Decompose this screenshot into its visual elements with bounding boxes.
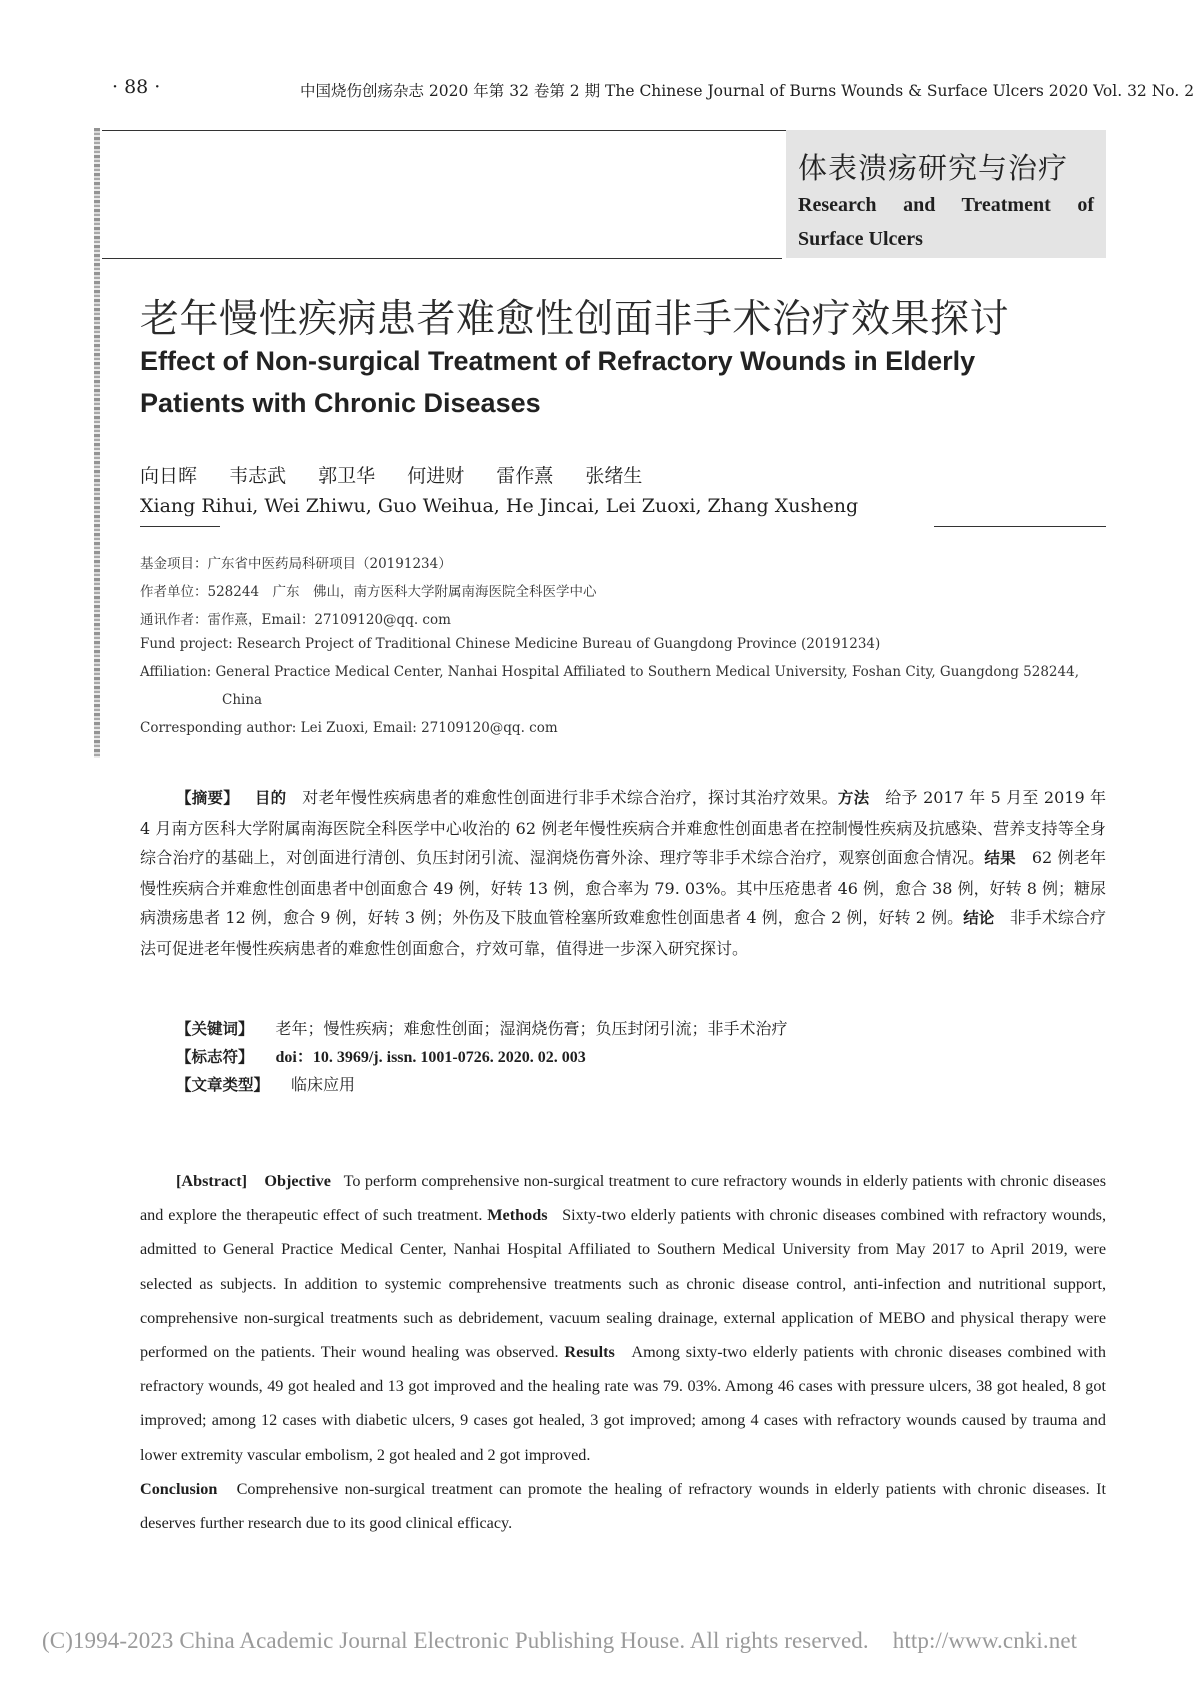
corresponding-author-en: Corresponding author: Lei Zuoxi, Email: 27109120@qq. com [140, 720, 558, 736]
section-rule [102, 258, 782, 259]
authors-rule-right [934, 526, 1106, 527]
page-number: · 88 · [112, 76, 161, 98]
objective-cn: 对老年慢性疾病患者的难愈性创面进行非手术综合治疗，探讨其治疗效果。 [302, 788, 838, 807]
running-head: 中国烧伤创疡杂志 2020 年第 32 卷第 2 期 The Chinese Journal of Burns Wounds & Surface Ulcers 2020 Vol. 32 No. 2 [300, 82, 1195, 100]
authors-rule-left [140, 526, 220, 527]
abstract-en [140, 1164, 1106, 1540]
doi-label: 【标志符】 [176, 1048, 254, 1066]
conclusion-en: Comprehensive non-surgical treatment can promote the healing of refractory wounds in elderly patients with chronic diseases. It deserves further research due to its good clinical efficacy. [140, 1479, 1106, 1533]
results-cn: 62 例老年慢性疾病合并难愈性创面患者中创面愈合 49 例，好转 13 例，愈合率为 79. 03%。其中压疮患者 46 例，愈合 38 例，好转 8 例；糖尿病溃疡患者 12 例，愈合 9 例，好转 3 例；外伤及下肢血管栓塞所致难愈性创面患者 4 例，愈合 2 例，好转 2 例。 [140, 848, 1106, 927]
author-cn: 张绪生 [585, 465, 643, 487]
doi: doi：10. 3969/j. issn. 1001-0726. 2020. 02. 003 [275, 1049, 586, 1066]
conclusion-cn: 非手术综合疗法可促进老年慢性疾病患者的难愈性创面愈合，疗效可靠，值得进一步深入研究探讨。 [140, 908, 1106, 958]
objective-en: To perform comprehensive non-surgical treatment to cure refractory wounds in elderly patients with chronic diseases and explore the therapeutic effect of such treatment. [140, 1172, 1107, 1225]
footer-link[interactable]: http://www.cnki.net [892, 1628, 1078, 1653]
section-title-en-line1: Research and Treatment of [798, 194, 1094, 216]
conclusion-label-cn: 结论 [963, 909, 995, 927]
conclusion-label-en: Conclusion [140, 1479, 218, 1498]
keywords-label: 【关键词】 [176, 1020, 254, 1038]
affiliation-cn: 作者单位：528244 广东 佛山，南方医科大学附属南海医院全科医学中心 [140, 584, 597, 600]
methods-label-en: Methods [487, 1206, 548, 1225]
article-type-label: 【文章类型】 [176, 1076, 270, 1094]
methods-en: Sixty-two elderly patients with chronic diseases combined with refractory wounds, admitted to General Practice Medical Center, Nanhai Hospital Affiliated to Southern Medical University from May 2017 to April 2019, were selected as subjects. In addition to systemic comprehensive treatments such as chronic disease control, anti-infection and nutritional support, comprehensive non-surgical treatments such as debridement, vacuum sealing drainage, external application of MEBO and physical therapy were performed on the patients. Their wound healing was observed. [140, 1206, 1107, 1362]
corresponding-author-cn: 通讯作者：雷作熹，Email：27109120@qq. com [140, 612, 451, 628]
objective-label-en: Objective [264, 1172, 331, 1190]
authors-cn [140, 461, 668, 488]
abstract-cn-label: 【摘要】 [176, 789, 239, 807]
authors-en: Xiang Rihui, Wei Zhiwu, Guo Weihua, He Jincai, Lei Zuoxi, Zhang Xusheng [140, 495, 859, 517]
author-cn: 向日晖 [140, 465, 198, 487]
fund-en: Fund project: Research Project of Traditional Chinese Medicine Bureau of Guangdong Province (20191234) [140, 636, 881, 652]
section-title-en-line2: Surface Ulcers [798, 228, 923, 250]
fund-cn: 基金项目：广东省中医药局科研项目（20191234） [140, 556, 452, 572]
results-label-cn: 结果 [984, 849, 1016, 867]
scan-edge-artifact [94, 128, 100, 758]
results-label-en: Results [564, 1343, 615, 1362]
objective-label-cn: 目的 [254, 789, 287, 807]
author-cn: 郭卫华 [318, 465, 376, 487]
affiliation-en: Affiliation: General Practice Medical Center, Nanhai Hospital Affiliated to Southern Medical University, Foshan City, Guangdong 528244, [140, 664, 1079, 680]
methods-cn: 给予 2017 年 5 月至 2019 年 4 月南方医科大学附属南海医院全科医学中心收治的 62 例老年慢性疾病合并难愈性创面患者在控制慢性疾病及抗感染、营养支持等全身综合治疗的基础上，对创面进行清创、负压封闭引流、湿润烧伤膏外涂、理疗等非手术综合治疗，观察创面愈合情况。 [140, 788, 1106, 867]
article-title-cn: 老年慢性疾病患者难愈性创面非手术治疗效果探讨 [140, 297, 1010, 342]
methods-label-cn: 方法 [837, 789, 870, 807]
article-type-row [176, 1072, 355, 1095]
abstract-cn [140, 783, 1106, 963]
affiliation-en-continued: China [222, 692, 263, 708]
footer [42, 1628, 1077, 1654]
article-title-en: Effect of Non-surgical Treatment of Refractory Wounds in Elderly Patients with Chronic Diseases [140, 346, 976, 418]
doi-row [176, 1044, 586, 1067]
results-en: Among sixty-two elderly patients with chronic diseases combined with refractory wounds, 49 got healed and 13 got improved and the healing rate was 79. 03%. Among 46 cases with pressure ulcers, 38 got healed, 8 got improved; among 12 cases with diabetic ulcers, 9 cases got healed, 3 got improved; among 4 cases with refractory wounds caused by trauma and lower extremity vascular embolism, 2 got healed and 2 got improved. [140, 1343, 1107, 1464]
keywords: 老年；慢性疾病；难愈性创面；湿润烧伤膏；负压封闭引流；非手术治疗 [275, 1019, 788, 1038]
author-cn: 何进财 [407, 465, 465, 487]
author-cn: 雷作熹 [496, 465, 554, 487]
keywords-row [176, 1016, 788, 1039]
abstract-en-label: [Abstract] [176, 1172, 248, 1190]
author-cn: 韦志武 [229, 465, 287, 487]
copyright-notice: (C)1994-2023 China Academic Journal Electronic Publishing House. All rights reserved. [42, 1628, 869, 1653]
article-type: 临床应用 [291, 1075, 356, 1094]
section-title-cn: 体表溃疡研究与治疗 [798, 151, 1069, 185]
